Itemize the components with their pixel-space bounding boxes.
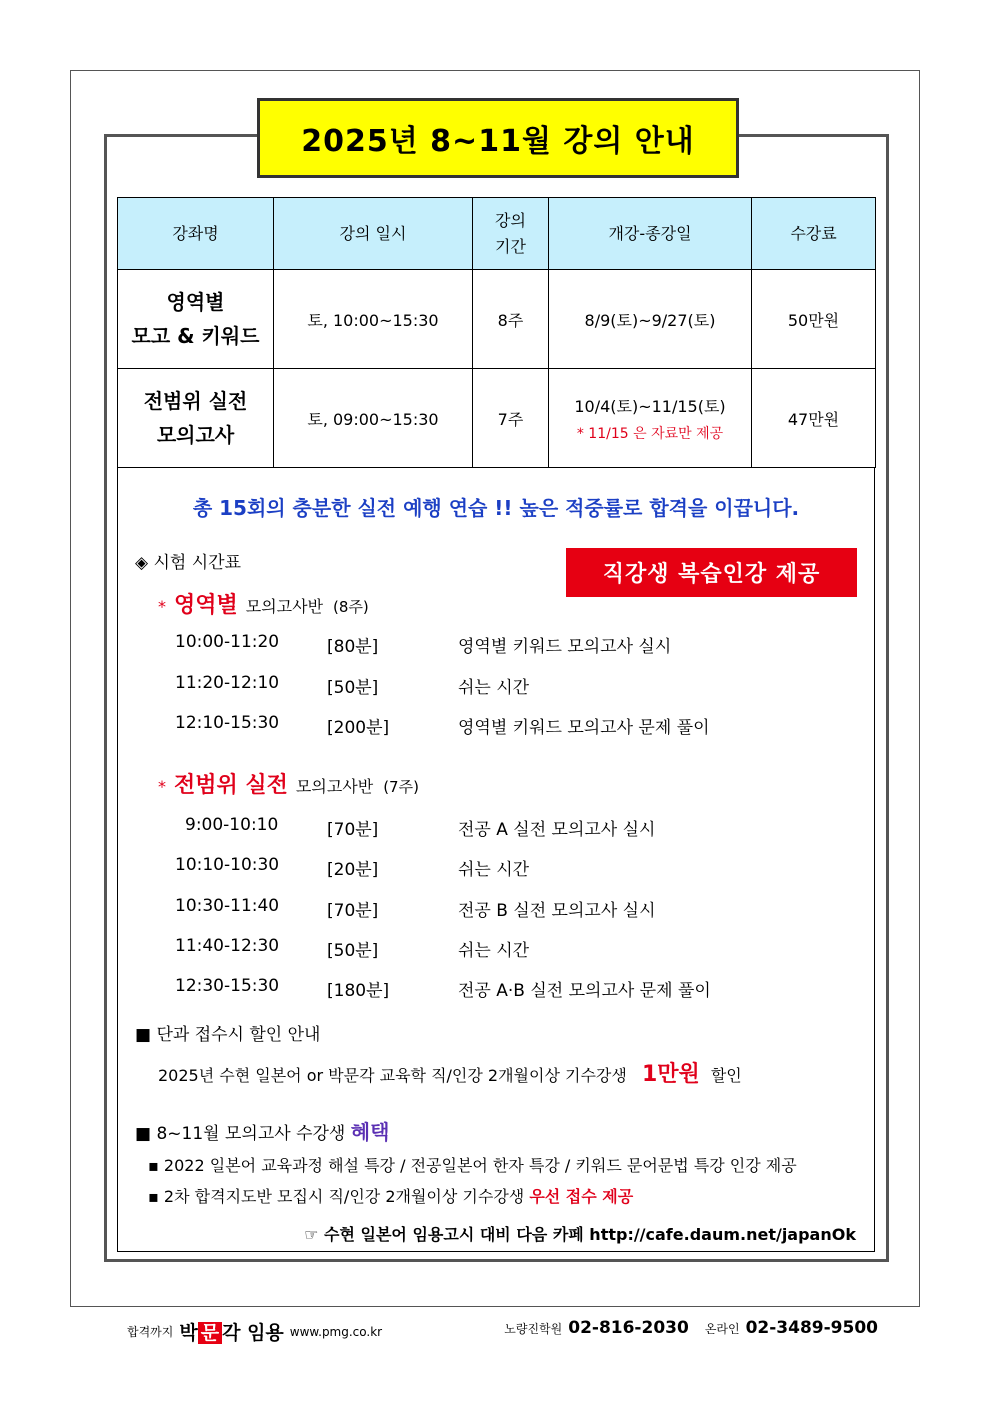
schedule-time: 11:40-12:30: [175, 936, 280, 956]
course-weeks: 8주: [473, 270, 549, 369]
group-weeks: (7주): [383, 778, 419, 796]
course-name-line: 모의고사: [156, 423, 235, 447]
schedule-activity: 영역별 키워드 모의고사 실시: [458, 637, 672, 657]
group-label: 모의고사반: [295, 777, 374, 796]
group-heading-area: [158, 768, 419, 799]
schedule-duration: [20분]: [327, 860, 379, 880]
discount-amount: 1만원: [641, 1062, 700, 1087]
course-time: 토, 10:00~15:30: [274, 270, 473, 369]
schedule-time: 10:00-11:20: [175, 632, 280, 652]
header-schedule: 강의 일시: [274, 198, 473, 270]
discount-heading: ■ 단과 접수시 할인 안내: [135, 1025, 321, 1045]
course-weeks: 7주: [473, 369, 549, 468]
schedule-duration: [70분]: [327, 820, 379, 840]
header-course-name: 강좌명: [118, 198, 274, 270]
schedule-activity: 쉬는 시간: [458, 678, 530, 698]
group-label: 모의고사반: [245, 597, 324, 616]
brand-logo-mark: 문: [198, 1322, 222, 1344]
brand-text: 박: [179, 1322, 198, 1344]
header-dates: 개강-종강일: [549, 198, 752, 270]
schedule-duration: [80분]: [327, 637, 379, 657]
schedule-heading: ◈ 시험 시간표: [135, 553, 241, 573]
course-note: * 11/15 은 자료만 제공: [576, 425, 724, 442]
benefit-highlight: 혜택: [350, 1120, 390, 1144]
schedule-time: 12:30-15:30: [175, 976, 280, 996]
course-name-line: 전범위 실전: [143, 389, 248, 413]
schedule-activity: 전공 A·B 실전 모의고사 문제 풀이: [458, 981, 711, 1001]
course-dates: 10/4(토)~11/15(토): [574, 396, 726, 416]
schedule-time: 12:10-15:30: [175, 713, 280, 733]
schedule-activity: 쉬는 시간: [458, 860, 530, 880]
header-duration-text: 강의 기간: [495, 210, 526, 256]
course-name-line: 영역별: [166, 290, 225, 314]
schedule-time: 11:20-12:10: [175, 673, 280, 693]
review-lecture-badge: 직강생 복습인강 제공: [566, 548, 857, 597]
schedule-time: 10:10-10:30: [175, 855, 280, 875]
page-title: 2025년 8~11월 강의 안내: [257, 98, 739, 178]
cafe-link[interactable]: ☞ 수현 일본어 임용고시 대비 다음 카페 http://cafe.daum.net/japanOk: [304, 1225, 856, 1244]
footer-slogan: 합격까지: [127, 1325, 174, 1339]
course-table: [117, 197, 876, 468]
star-icon: *: [158, 597, 166, 616]
header-duration: [473, 198, 549, 270]
discount-text: 2025년 수현 일본어 or 박문각 교육학 직/인강 2개월이상 기수강생: [158, 1066, 627, 1085]
schedule-duration: [200분]: [327, 718, 390, 738]
discount-suffix: 할인: [710, 1066, 742, 1085]
brand-logo: [179, 1318, 283, 1345]
course-fee: 47만원: [752, 369, 876, 468]
benefit-heading-area: [135, 1116, 389, 1145]
group-name: 영역별: [174, 593, 238, 618]
benefit-text: ▪ 2022 일본어 교육과정 해설 특강 / 전공일본어 한자 특강 / 키워드 문어문법 특강 인강 제공: [148, 1156, 797, 1175]
branch-label: 노량진학원: [504, 1321, 563, 1336]
footer-url[interactable]: www.pmg.co.kr: [289, 1324, 383, 1339]
schedule-time: 9:00-10:10: [185, 815, 279, 835]
footer-contacts: [504, 1318, 878, 1338]
benefit-bullet: [148, 1184, 633, 1207]
schedule-activity: 영역별 키워드 모의고사 문제 풀이: [458, 718, 710, 738]
schedule-duration: [50분]: [327, 941, 379, 961]
online-phone: 02-3489-9500: [745, 1318, 878, 1338]
online-label: 온라인: [704, 1321, 740, 1336]
course-dates: 8/9(토)~9/27(토): [549, 270, 752, 369]
schedule-activity: 쉬는 시간: [458, 941, 530, 961]
benefit-heading: ■ 8~11월 모의고사 수강생: [135, 1124, 346, 1144]
benefit-text: ▪ 2차 합격지도반 모집시 직/인강 2개월이상 기수강생: [148, 1187, 525, 1206]
schedule-activity: 전공 B 실전 모의고사 실시: [458, 901, 656, 921]
discount-line: [158, 1057, 742, 1088]
course-name-cell: [118, 369, 274, 468]
table-row: [118, 369, 876, 468]
course-fee: 50만원: [752, 270, 876, 369]
group-name: 전범위 실전: [174, 773, 288, 798]
group-heading-area: [158, 588, 369, 619]
footer-brand: [127, 1318, 382, 1345]
schedule-time: 10:30-11:40: [175, 896, 280, 916]
headline: 총 15회의 충분한 실전 예행 연습 !! 높은 적중률로 합격을 이끕니다.: [192, 496, 800, 520]
schedule-duration: [50분]: [327, 678, 379, 698]
branch-phone: 02-816-2030: [568, 1318, 689, 1338]
group-weeks: (8주): [333, 598, 369, 616]
schedule-activity: 전공 A 실전 모의고사 실시: [458, 820, 656, 840]
course-name-cell: [118, 270, 274, 369]
benefit-red-text: 우선 접수 제공: [529, 1187, 634, 1206]
course-time: 토, 09:00~15:30: [274, 369, 473, 468]
course-dates-cell: [549, 369, 752, 468]
brand-text: 각 임용: [222, 1322, 284, 1344]
table-row: [118, 270, 876, 369]
schedule-duration: [180분]: [327, 981, 390, 1001]
table-header-row: [118, 198, 876, 270]
header-fee: 수강료: [752, 198, 876, 270]
course-name-line: 모고 & 키워드: [131, 324, 260, 348]
benefit-bullet: [148, 1153, 797, 1176]
star-icon: *: [158, 777, 166, 796]
schedule-duration: [70분]: [327, 901, 379, 921]
